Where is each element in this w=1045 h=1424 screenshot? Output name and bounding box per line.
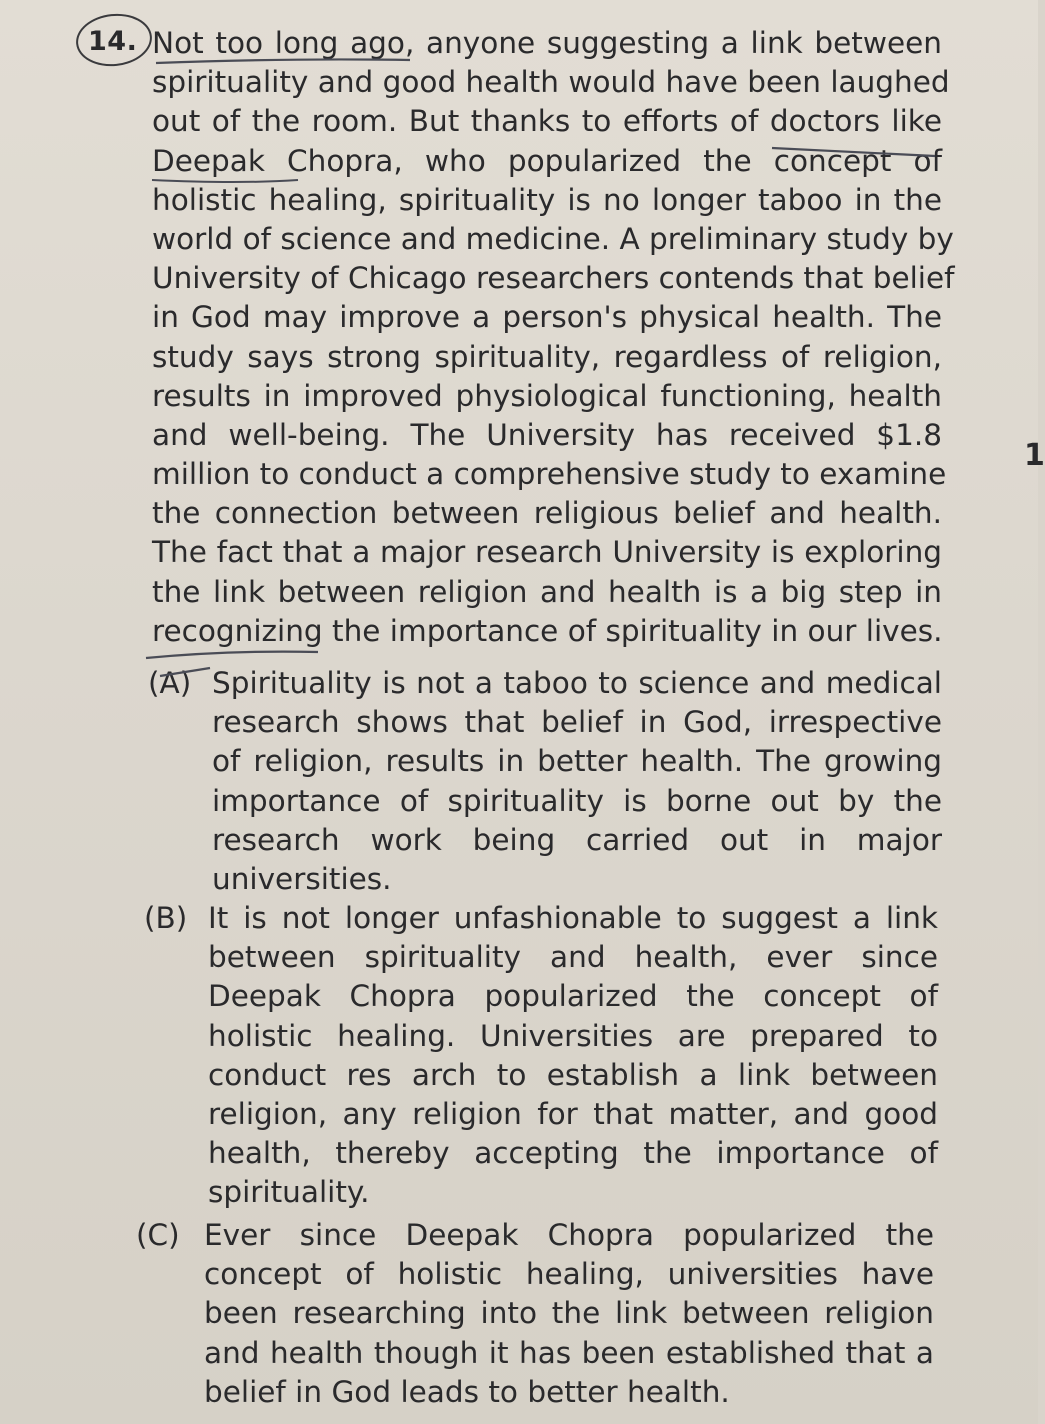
margin-mark: 1 bbox=[1024, 438, 1045, 473]
option-line: Deepak Chopra popularized the concept of bbox=[208, 979, 938, 1014]
passage-line: The fact that a major research University is exploring bbox=[152, 535, 942, 570]
passage-line: Deepak Chopra, who popularized the concept of bbox=[152, 143, 942, 178]
passage-line: world of science and medicine. A preliminary study by bbox=[152, 221, 954, 256]
passage-line: million to conduct a comprehensive study to examine bbox=[152, 457, 947, 492]
option-line: and health though it has been established that a bbox=[204, 1335, 934, 1370]
option-a-text bbox=[212, 664, 942, 899]
option-line: concept of holistic healing, universities have bbox=[204, 1257, 934, 1292]
option-b-label: (B) bbox=[144, 901, 188, 935]
passage-line: the link between religion and health is a big step in bbox=[152, 574, 942, 609]
option-line: importance of spirituality is borne out by the bbox=[212, 783, 942, 818]
option-line: spirituality. bbox=[208, 1175, 370, 1210]
passage-line: in God may improve a person's physical health. The bbox=[152, 300, 942, 335]
option-b-text bbox=[208, 899, 938, 1213]
passage bbox=[152, 24, 955, 651]
option-line: religion, any religion for that matter, and good bbox=[208, 1096, 938, 1131]
option-line: research shows that belief in God, irrespective bbox=[212, 705, 942, 740]
pen-underline bbox=[146, 652, 318, 658]
passage-line: the connection between religious belief and health. bbox=[152, 496, 942, 531]
option-c-label: (C) bbox=[136, 1218, 180, 1252]
question-number: 14. bbox=[88, 26, 138, 57]
passage-line: and well-being. The University has received $1.8 bbox=[152, 417, 942, 452]
option-a-label: (A) bbox=[148, 666, 192, 700]
option-line: health, thereby accepting the importance of bbox=[208, 1136, 938, 1171]
option-line: research work being carried out in major bbox=[212, 822, 942, 857]
option-line: been researching into the link between religion bbox=[204, 1296, 934, 1331]
passage-line: holistic healing, spirituality is no longer taboo in the bbox=[152, 182, 942, 217]
option-line: It is not longer unfashionable to suggest a link bbox=[208, 901, 938, 935]
passage-line: results in improved physiological functioning, health bbox=[152, 378, 942, 413]
option-line: Spirituality is not a taboo to science and medical bbox=[212, 666, 942, 700]
passage-line: study says strong spirituality, regardless of religion, bbox=[152, 339, 942, 374]
passage-line: out of the room. But thanks to efforts of doctors like bbox=[152, 104, 942, 139]
passage-line: Not too long ago, anyone suggesting a link between bbox=[152, 26, 942, 60]
option-line: of religion, results in better health. The growing bbox=[212, 744, 942, 779]
option-line: between spirituality and health, ever since bbox=[208, 940, 938, 975]
option-line: belief in God leads to better health. bbox=[204, 1374, 730, 1409]
passage-line: recognizing the importance of spirituality in our lives. bbox=[152, 613, 943, 648]
option-line: Ever since Deepak Chopra popularized the bbox=[204, 1218, 934, 1252]
option-line: conduct res arch to establish a link between bbox=[208, 1057, 938, 1092]
passage-line: spirituality and good health would have been laughed bbox=[152, 65, 950, 100]
passage-line: University of Chicago researchers contends that belief bbox=[152, 261, 955, 296]
option-line: holistic healing. Universities are prepared to bbox=[208, 1018, 938, 1053]
option-line: universities. bbox=[212, 861, 392, 896]
option-c-text bbox=[204, 1216, 934, 1412]
